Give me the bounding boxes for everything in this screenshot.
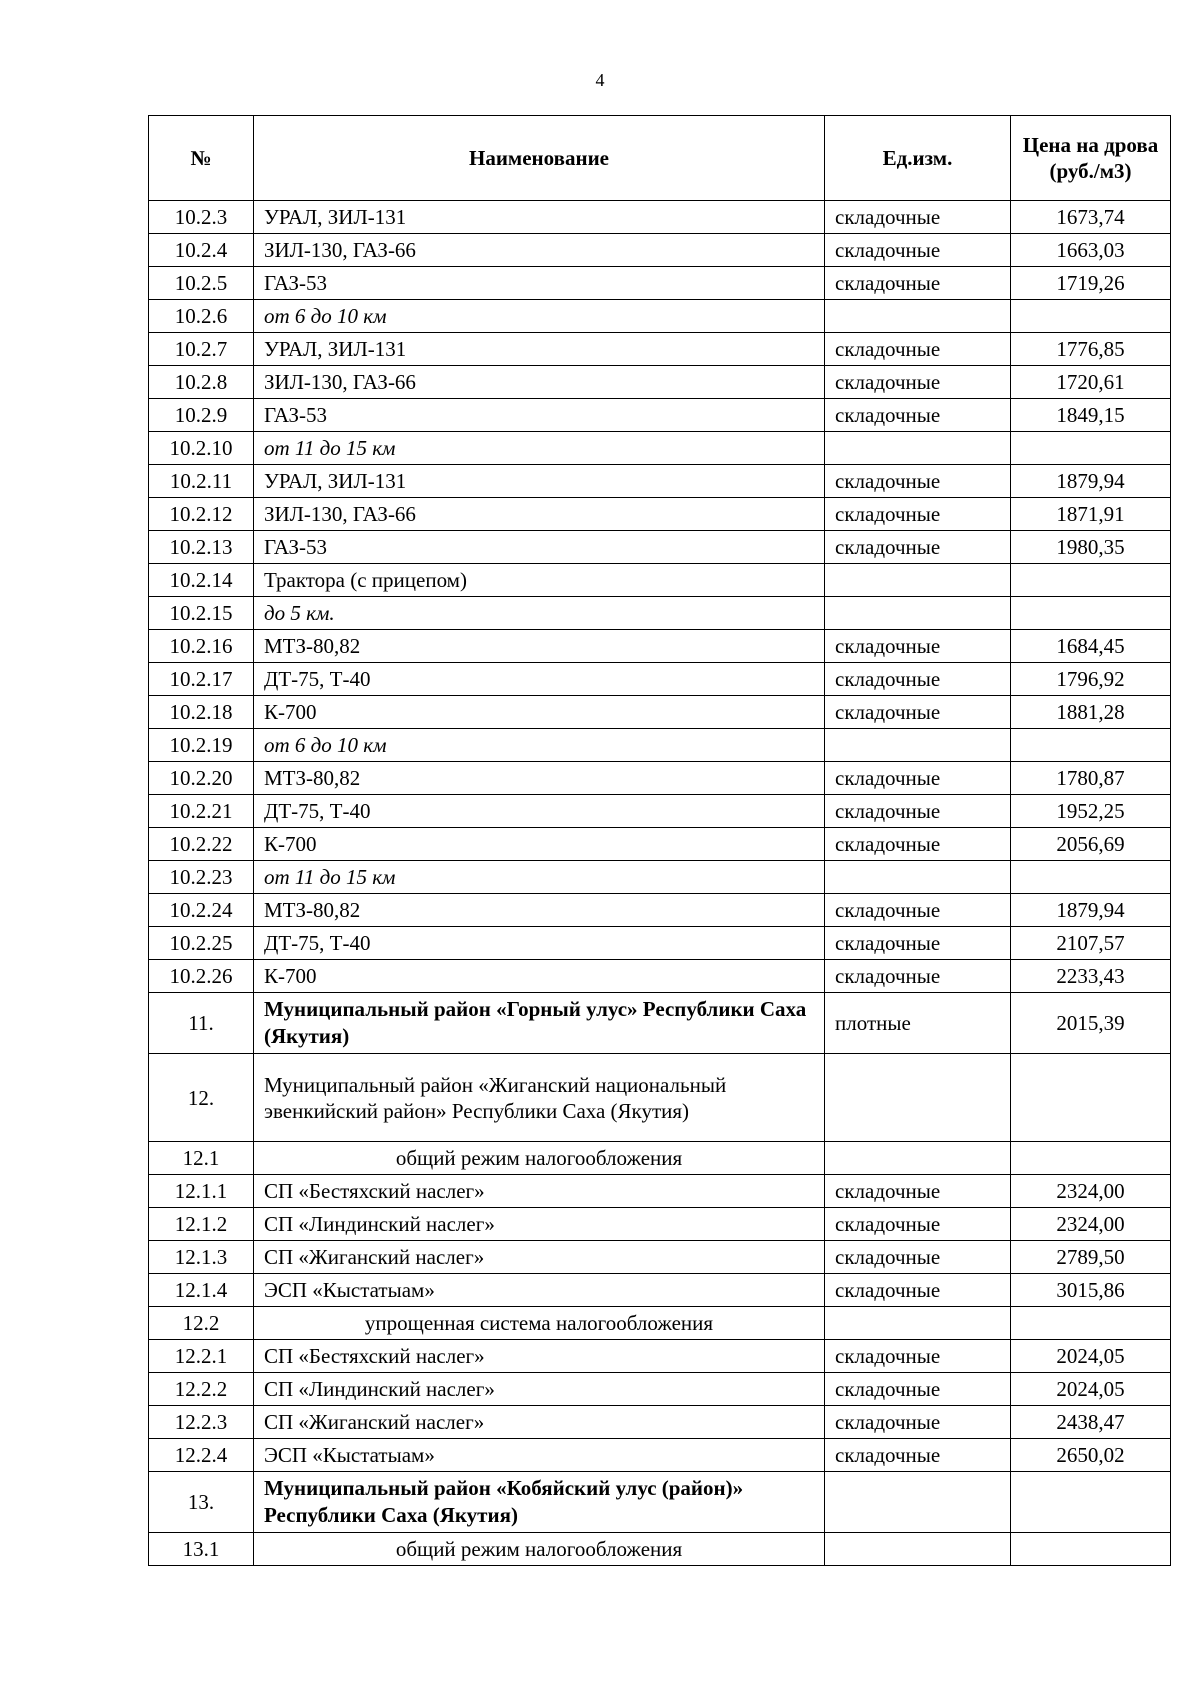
row-price	[1011, 1307, 1171, 1340]
row-name: ГАЗ-53	[254, 531, 825, 564]
row-unit: складочные	[825, 366, 1011, 399]
header-name: Наименование	[254, 116, 825, 201]
row-number: 12.2.3	[149, 1406, 254, 1439]
row-unit: складочные	[825, 531, 1011, 564]
row-number: 10.2.5	[149, 267, 254, 300]
row-number: 10.2.25	[149, 927, 254, 960]
row-unit: складочные	[825, 498, 1011, 531]
row-unit: складочные	[825, 201, 1011, 234]
header-number: №	[149, 116, 254, 201]
row-number: 10.2.23	[149, 861, 254, 894]
row-number: 12.	[149, 1054, 254, 1142]
row-name: МТЗ-80,82	[254, 894, 825, 927]
row-unit	[825, 300, 1011, 333]
row-name: Трактора (с прицепом)	[254, 564, 825, 597]
row-unit	[825, 1472, 1011, 1533]
row-unit	[825, 1533, 1011, 1566]
table-row	[149, 1208, 1171, 1241]
row-price	[1011, 564, 1171, 597]
row-name: ЗИЛ-130, ГАЗ-66	[254, 498, 825, 531]
table-row	[149, 366, 1171, 399]
table-row	[149, 1373, 1171, 1406]
row-number: 12.1	[149, 1142, 254, 1175]
row-price: 1796,92	[1011, 663, 1171, 696]
row-number: 12.1.2	[149, 1208, 254, 1241]
row-name: ДТ-75, Т-40	[254, 795, 825, 828]
row-unit: складочные	[825, 333, 1011, 366]
table-row	[149, 498, 1171, 531]
row-unit	[825, 1054, 1011, 1142]
row-number: 10.2.13	[149, 531, 254, 564]
row-number: 10.2.6	[149, 300, 254, 333]
row-price: 2024,05	[1011, 1340, 1171, 1373]
row-name: ЗИЛ-130, ГАЗ-66	[254, 366, 825, 399]
row-name: УРАЛ, ЗИЛ-131	[254, 201, 825, 234]
row-price: 1673,74	[1011, 201, 1171, 234]
table-row	[149, 1307, 1171, 1340]
row-price: 2107,57	[1011, 927, 1171, 960]
table-row	[149, 399, 1171, 432]
row-number: 10.2.16	[149, 630, 254, 663]
row-price: 3015,86	[1011, 1274, 1171, 1307]
row-name: СП «Жиганский наслег»	[254, 1406, 825, 1439]
row-name: ДТ-75, Т-40	[254, 927, 825, 960]
row-number: 12.1.1	[149, 1175, 254, 1208]
row-number: 10.2.3	[149, 201, 254, 234]
row-number: 10.2.24	[149, 894, 254, 927]
row-number: 12.2.4	[149, 1439, 254, 1472]
table-row	[149, 1533, 1171, 1566]
row-price	[1011, 1533, 1171, 1566]
row-unit: складочные	[825, 1406, 1011, 1439]
row-number: 10.2.26	[149, 960, 254, 993]
table-row	[149, 1472, 1171, 1533]
row-number: 10.2.11	[149, 465, 254, 498]
row-unit: складочные	[825, 267, 1011, 300]
row-price: 2233,43	[1011, 960, 1171, 993]
row-price: 2650,02	[1011, 1439, 1171, 1472]
row-unit: складочные	[825, 1241, 1011, 1274]
row-unit: складочные	[825, 762, 1011, 795]
table-row	[149, 729, 1171, 762]
row-price	[1011, 597, 1171, 630]
row-number: 10.2.20	[149, 762, 254, 795]
row-unit: складочные	[825, 1340, 1011, 1373]
row-price: 2024,05	[1011, 1373, 1171, 1406]
row-number: 10.2.9	[149, 399, 254, 432]
row-name: СП «Бестяхский наслег»	[254, 1340, 825, 1373]
row-unit: складочные	[825, 1439, 1011, 1472]
table-row	[149, 762, 1171, 795]
table-row	[149, 1340, 1171, 1373]
row-number: 10.2.22	[149, 828, 254, 861]
row-number: 12.2.1	[149, 1340, 254, 1373]
row-unit: складочные	[825, 465, 1011, 498]
row-price	[1011, 1142, 1171, 1175]
row-name: МТЗ-80,82	[254, 630, 825, 663]
row-name: СП «Бестяхский наслег»	[254, 1175, 825, 1208]
row-number: 10.2.21	[149, 795, 254, 828]
row-unit: складочные	[825, 1208, 1011, 1241]
row-unit: складочные	[825, 696, 1011, 729]
row-unit: складочные	[825, 927, 1011, 960]
table-row	[149, 1142, 1171, 1175]
row-price: 1871,91	[1011, 498, 1171, 531]
table-row	[149, 234, 1171, 267]
row-number: 10.2.15	[149, 597, 254, 630]
row-price: 1879,94	[1011, 894, 1171, 927]
row-price: 1684,45	[1011, 630, 1171, 663]
table-row	[149, 564, 1171, 597]
row-price: 1879,94	[1011, 465, 1171, 498]
row-name: от 11 до 15 км	[254, 861, 825, 894]
header-unit: Ед.изм.	[825, 116, 1011, 201]
row-number: 11.	[149, 993, 254, 1054]
row-number: 10.2.17	[149, 663, 254, 696]
row-unit	[825, 564, 1011, 597]
table-row	[149, 1241, 1171, 1274]
row-name: СП «Жиганский наслег»	[254, 1241, 825, 1274]
row-name: УРАЛ, ЗИЛ-131	[254, 465, 825, 498]
row-price	[1011, 1054, 1171, 1142]
row-unit	[825, 861, 1011, 894]
row-unit: складочные	[825, 234, 1011, 267]
table-header-row	[149, 116, 1171, 201]
table-row	[149, 300, 1171, 333]
row-number: 10.2.7	[149, 333, 254, 366]
row-unit	[825, 432, 1011, 465]
row-price: 1663,03	[1011, 234, 1171, 267]
row-name: ГАЗ-53	[254, 267, 825, 300]
row-name: от 6 до 10 км	[254, 729, 825, 762]
row-price: 1776,85	[1011, 333, 1171, 366]
row-price: 2789,50	[1011, 1241, 1171, 1274]
row-name: ЭСП «Кыстатыам»	[254, 1274, 825, 1307]
table-row	[149, 1175, 1171, 1208]
row-name: от 6 до 10 км	[254, 300, 825, 333]
row-unit: складочные	[825, 1175, 1011, 1208]
row-name: Муниципальный район «Кобяйский улус (район)» Республики Саха (Якутия)	[254, 1472, 825, 1533]
table-row	[149, 663, 1171, 696]
row-number: 12.1.3	[149, 1241, 254, 1274]
row-name: К-700	[254, 828, 825, 861]
row-unit	[825, 1307, 1011, 1340]
row-price: 2324,00	[1011, 1175, 1171, 1208]
firewood-price-table	[148, 115, 1171, 1566]
row-name: упрощенная система налогообложения	[254, 1307, 825, 1340]
table-body	[149, 201, 1171, 1566]
row-price: 2056,69	[1011, 828, 1171, 861]
row-name: ЭСП «Кыстатыам»	[254, 1439, 825, 1472]
row-name: МТЗ-80,82	[254, 762, 825, 795]
table-row	[149, 993, 1171, 1054]
table-row	[149, 795, 1171, 828]
row-unit	[825, 597, 1011, 630]
row-number: 10.2.14	[149, 564, 254, 597]
row-price: 1980,35	[1011, 531, 1171, 564]
row-number: 10.2.8	[149, 366, 254, 399]
row-price	[1011, 1472, 1171, 1533]
table-row	[149, 861, 1171, 894]
table-row	[149, 1406, 1171, 1439]
table-row	[149, 201, 1171, 234]
row-number: 10.2.18	[149, 696, 254, 729]
table-row	[149, 828, 1171, 861]
row-name: от 11 до 15 км	[254, 432, 825, 465]
table-row	[149, 531, 1171, 564]
row-number: 12.2.2	[149, 1373, 254, 1406]
row-number: 10.2.4	[149, 234, 254, 267]
row-name: СП «Линдинский наслег»	[254, 1208, 825, 1241]
row-unit: складочные	[825, 1274, 1011, 1307]
table-row	[149, 1054, 1171, 1142]
row-number: 10.2.19	[149, 729, 254, 762]
table-row	[149, 597, 1171, 630]
row-unit	[825, 729, 1011, 762]
row-number: 10.2.12	[149, 498, 254, 531]
row-number: 12.1.4	[149, 1274, 254, 1307]
row-price: 1720,61	[1011, 366, 1171, 399]
table-row	[149, 696, 1171, 729]
row-price: 1780,87	[1011, 762, 1171, 795]
row-number: 13.	[149, 1472, 254, 1533]
row-price: 2438,47	[1011, 1406, 1171, 1439]
row-price: 1849,15	[1011, 399, 1171, 432]
row-unit: складочные	[825, 399, 1011, 432]
row-name: К-700	[254, 696, 825, 729]
row-number: 13.1	[149, 1533, 254, 1566]
row-price: 2324,00	[1011, 1208, 1171, 1241]
row-price	[1011, 729, 1171, 762]
row-name: общий режим налогообложения	[254, 1142, 825, 1175]
row-name: УРАЛ, ЗИЛ-131	[254, 333, 825, 366]
row-price	[1011, 861, 1171, 894]
row-unit	[825, 1142, 1011, 1175]
table-row	[149, 630, 1171, 663]
row-number: 12.2	[149, 1307, 254, 1340]
row-unit: складочные	[825, 630, 1011, 663]
row-price: 1719,26	[1011, 267, 1171, 300]
table-row	[149, 927, 1171, 960]
row-name: ЗИЛ-130, ГАЗ-66	[254, 234, 825, 267]
table-row	[149, 432, 1171, 465]
row-name: Муниципальный район «Жиганский национальный эвенкийский район» Республики Саха (Якутия)	[254, 1054, 825, 1142]
table-row	[149, 333, 1171, 366]
table-row	[149, 1274, 1171, 1307]
row-unit: складочные	[825, 795, 1011, 828]
row-unit: складочные	[825, 894, 1011, 927]
row-unit: складочные	[825, 663, 1011, 696]
row-name: ДТ-75, Т-40	[254, 663, 825, 696]
table-row	[149, 960, 1171, 993]
header-price: Цена на дрова (руб./м3)	[1011, 116, 1171, 201]
row-name: до 5 км.	[254, 597, 825, 630]
row-unit: складочные	[825, 1373, 1011, 1406]
row-number: 10.2.10	[149, 432, 254, 465]
row-price: 2015,39	[1011, 993, 1171, 1054]
page-number: 4	[595, 70, 605, 90]
table-row	[149, 894, 1171, 927]
table-row	[149, 267, 1171, 300]
table-row	[149, 465, 1171, 498]
row-price: 1881,28	[1011, 696, 1171, 729]
row-price	[1011, 432, 1171, 465]
row-unit: плотные	[825, 993, 1011, 1054]
row-name: СП «Линдинский наслег»	[254, 1373, 825, 1406]
row-unit: складочные	[825, 960, 1011, 993]
row-price: 1952,25	[1011, 795, 1171, 828]
row-name: К-700	[254, 960, 825, 993]
row-unit: складочные	[825, 828, 1011, 861]
table-row	[149, 1439, 1171, 1472]
row-name: общий режим налогообложения	[254, 1533, 825, 1566]
row-name: Муниципальный район «Горный улус» Республики Саха (Якутия)	[254, 993, 825, 1054]
row-price	[1011, 300, 1171, 333]
row-name: ГАЗ-53	[254, 399, 825, 432]
